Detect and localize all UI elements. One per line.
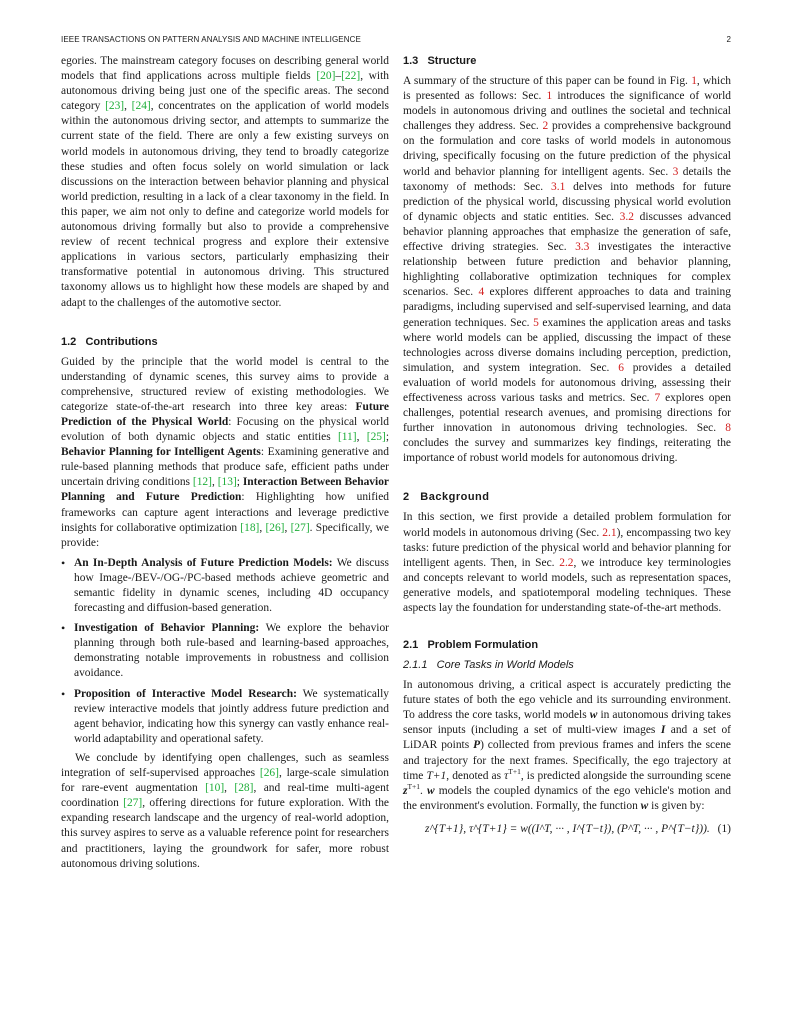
section-link[interactable]: 1 xyxy=(546,90,553,103)
section-heading-problem-formulation: 2.1 Problem Formulation xyxy=(403,639,539,652)
section-link[interactable]: 2.1 xyxy=(602,526,617,539)
figure-link[interactable]: 1 xyxy=(691,75,697,87)
structure-paragraph: A summary of the structure of this paper can be found in Fig. 1, which is presented as follows: Sec. 1 introduces the significance of world models in autonomous driving and outlines the societal and technical challenges they address. Sec. 2 provides a comprehensive background on the formulation and core tasks of world models in autonomous driving, specifically focusing on the future prediction of the physical world and behavior planning for intelligent agents. Sec. 3 details the taxonomy of methods: Sec. 3.1 delves into methods for future prediction of the physical world, discussing physical world evolution of dynamic objects and static entities. Sec. 3.2 discusses advanced behavior planning approaches that emphasize the generation of safe, effective driving strategies. Sec. 3.3 investigates the interactive relationship between future prediction and behavior planning, highlighting collaborative optimization techniques for complex scenarios. Sec. 4 explores different approaches to data and training paradigms, including supervised and self-supervised learning, and data generation techniques. Sec. 5 examines the application areas and tasks where world models can be applied, discussing the impact of these technologies across diverse domains including perception, prediction, simulation, and system integration. Sec. 6 provides a detailed evaluation of world models for autonomous driving, assessing their effectiveness across various tasks and metrics. Sec. 7 explores open challenges, potential research avenues, and promising directions for further innovation in autonomous driving technologies. Sec. 8 concludes the survey and summarizes key findings, reiterating the importance of robust world models for autonomous driving. xyxy=(403,75,732,465)
conclusion-paragraph: We conclude by identifying open challenges, such as seamless integration of self-supervised approaches [26], large-scale simulation for rare-event augmentation [10], [28], and real-time multi-agent coordination [27], offering directions for future exploration. With the expanding research landscape and the urgency of real-world adoption, this survey aspires to serve as a valuable reference point for researchers and practitioners, laying the groundwork for safer, more robust autonomous driving solutions. xyxy=(61,751,389,870)
section-link[interactable]: 3.1 xyxy=(551,180,566,193)
list-item: • Proposition of Interactive Model Research: We systematically review interactive models that jointly address future prediction and agent behavior, indicating how this synergy can vastly enhance real-world adaptability and operational safety. xyxy=(61,687,389,747)
citation-link[interactable]: [18] xyxy=(240,521,260,534)
citation-link[interactable]: [20] xyxy=(316,70,336,83)
citation-link[interactable]: [27] xyxy=(123,797,143,810)
section-heading-contributions: 1.2 Contributions xyxy=(61,335,158,348)
citation-link[interactable]: [28] xyxy=(234,782,254,795)
contributions-paragraph: Guided by the principle that the world model is central to the understanding of dynamic scenes, this survey aims to provide a comprehensive, structured review of existing methodologies. We categorize state-of-the-art research into three key areas: Future Prediction of the Physical World: Focusing on the physical world evolution of both dynamic objects and static entities [11], [25]; Behavior Planning for Intelligent Agents: Examining generative and rule-based planning methods that produce safe, efficient paths under uncertain driving conditions [12], [13]; Interaction Between Behavior Planning and Future Prediction: Highlighting how unified frameworks can capture agent interactions and leverage predictive insights for collaborative optimization [18], [26], [27]. Specifically, we provide: xyxy=(61,355,390,549)
right-column xyxy=(403,54,731,837)
section-link[interactable]: 6 xyxy=(618,361,624,374)
section-link[interactable]: 2.2 xyxy=(559,556,574,569)
equation-body: z^{T+1}, τ^{T+1} = w((I^T, ··· , I^{T−t}), (P^T, ··· , P^{T−t})). xyxy=(425,822,710,835)
equation-number: (1) xyxy=(717,822,731,835)
section-link[interactable]: 5 xyxy=(533,316,539,329)
left-column xyxy=(61,54,389,872)
section-link[interactable]: 2 xyxy=(542,120,549,133)
running-header xyxy=(61,35,731,47)
core-tasks-paragraph: In autonomous driving, a critical aspect is accurately predicting the future states of both the ego vehicle and its surrounding environment. To address the core tasks, world models w in autonomous driving takes sensor inputs (including a set of multi-view images I and a set of LiDAR points P) collected from previous frames and infers the scene and trajectory for the next frames. Specifically, the ego trajectory at time T+1, denoted as $\tau^{T+1}$, is predicted alongside the surrounding scene $z^{T+1}$. w models the coupled dynamics of the ego vehicle's motion and the environment's evolution. Formally, the function w is given by: xyxy=(403,679,731,812)
intro-tail-paragraph: egories. The mainstream category focuses on describing general world models that find applications across multiple fields [20]–[22], with autonomous driving being just one of the specific areas. The second category [23], [24], concentrates on the application of world models within the autonomous driving sector, and attempts to summarize the current state of the field. There are only a few existing surveys on world models in autonomous driving, they tend to broadly categorize these studies and often focus solely on world simulation or lack discussions on the interaction between behavior planning and physical world prediction, resulting in a lack of a clear taxonomy in the field. In this paper, we aim not only to define and categorize world models for autonomous driving formally but also to provide a comprehensive review of recent technical progress and explore their extensive applications in various sectors, particularly emphasizing their transformative potential in autonomous driving. This structured taxonomy allows us to highlight how these models are shaped by and adapt to the challenges of the automotive sector. xyxy=(61,55,390,309)
section-link[interactable]: 3.3 xyxy=(575,241,590,254)
citation-link[interactable]: [13] xyxy=(217,476,237,489)
citation-link[interactable]: [12] xyxy=(192,476,212,489)
citation-link[interactable]: [27] xyxy=(290,521,310,534)
equation-1 xyxy=(403,822,731,837)
contributions-list xyxy=(61,556,389,747)
page-number: 2 xyxy=(726,35,731,44)
citation-link[interactable]: [24] xyxy=(131,100,151,113)
citation-link[interactable]: [10] xyxy=(205,782,225,795)
citation-link[interactable]: [11] xyxy=(337,431,357,444)
section-link[interactable]: 7 xyxy=(654,391,661,404)
background-paragraph: In this section, we first provide a detailed problem formulation for world models in autonomous driving (Sec. 2.1), encompassing two key tasks: future prediction of the physical world and behavior planning for intelligent agents. Then, in Sec. 2.2, we introduce key terminologies and concepts relevant to world models, such as representation spaces, generative models, and spatiotemporal modeling techniques. These aspects lay the foundation for understanding state-of-the-art methods. xyxy=(403,511,731,614)
section-heading-background: 2 Background xyxy=(403,491,490,504)
subsection-heading-core-tasks: 2.1.1 Core Tasks in World Models xyxy=(403,659,574,672)
citation-link[interactable]: [26] xyxy=(259,767,279,780)
journal-name: IEEE TRANSACTIONS ON PATTERN ANALYSIS AND MACHINE INTELLIGENCE xyxy=(61,35,361,44)
citation-link[interactable]: [26] xyxy=(265,521,285,534)
list-item: • Investigation of Behavior Planning: We explore the behavior planning through both rule-based and learning-based approaches, demonstrating notable improvements in robustness and collision avoidance. xyxy=(61,621,389,681)
section-link[interactable]: 3 xyxy=(672,165,679,178)
section-heading-structure: 1.3 Structure xyxy=(403,55,477,67)
section-link[interactable]: 8 xyxy=(725,422,731,435)
citation-link[interactable]: [22] xyxy=(341,70,361,83)
section-link[interactable]: 4 xyxy=(478,286,485,299)
list-item: • An In-Depth Analysis of Future Prediction Models: We discuss how Image-/BEV-/OG-/PC-based methods achieve geometric and semantic fidelity in dynamic scenes, including 4D occupancy forecasting and diffusion-based generation. xyxy=(61,556,389,616)
citation-link[interactable]: [23] xyxy=(105,100,125,113)
citation-link[interactable]: [25] xyxy=(366,431,386,444)
section-link[interactable]: 3.2 xyxy=(619,210,634,223)
